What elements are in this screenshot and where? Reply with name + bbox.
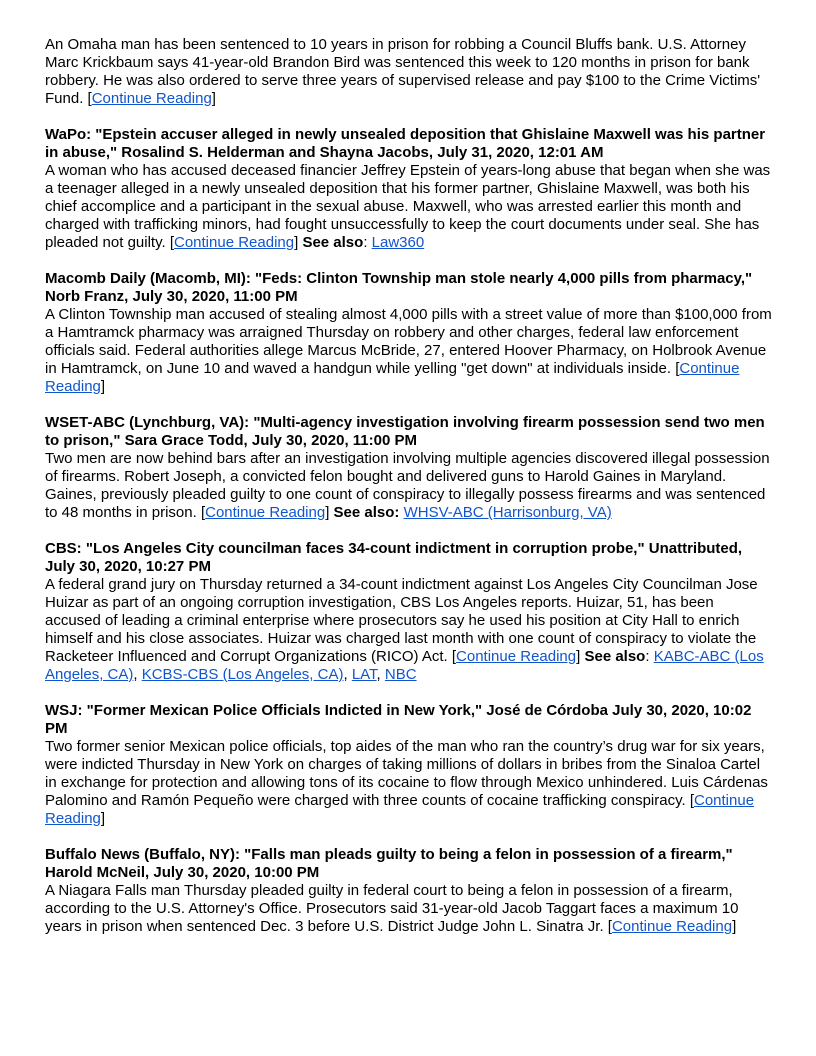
continue-reading-link[interactable]: Continue Reading <box>205 504 326 521</box>
see-also-label: See also: <box>333 504 400 521</box>
article-item: WSET-ABC (Lynchburg, VA): "Multi-agency investigation involving firearm possession send two men to prison," Sara Grace Todd, July 30, 2020, 11:00 PM Two men are now behind bars after an investigation involving multiple agencies discovered illegal possession of firearms. Robert Joseph, a convicted felon bought and delivered guns to Harold Gaines in Maryland. Gaines, previously pleaded guilty to one count of conspiracy to illegally possess firearms and was sentenced to 48 months in prison. [Continue Reading] See also: WHSV-ABC (Harrisonburg, VA) <box>45 414 770 521</box>
see-also-link[interactable]: KCBS-CBS (Los Angeles, CA) <box>141 666 344 683</box>
article-item: Macomb Daily (Macomb, MI): "Feds: Clinton Township man stole nearly 4,000 pills from pharmacy," Norb Franz, July 30, 2020, 11:00 PM A Clinton Township man accused of stealing almost 4,000 pills with a street value of more than $100,000 from a Hamtramck pharmacy was arraigned Thursday on robbery and other charges, federal law enforcement officials said. Federal authorities allege Marcus McBride, 27, entered Hoover Pharmacy, on Holbrook Avenue in Hamtramck, on June 10 and waved a handgun while yelling "get down" at individuals inside. [Continue Reading] <box>45 270 772 395</box>
continue-reading-link[interactable]: Continue Reading <box>45 792 755 827</box>
article-body: A woman who has accused deceased financier Jeffrey Epstein of years-long abuse that began when she was a teenager alleged in a newly unsealed deposition that his former partner, Ghislaine Maxwell, was both his chief accomplice and a participant in the sexual abuse. Maxwell, who was arrested earlier this month and charged with trafficking minors, had fought unsuccessfully to keep the court documents under seal. She has pleaded not guilty. <box>45 162 771 251</box>
article-body: Two former senior Mexican police officials, top aides of the man who ran the country’s drug war for six years, were indicted Thursday in New York on charges of taking millions of dollars in bribes from the Sinaloa Cartel in exchange for protection and allowing tons of its cocaine to flow through Mexico unhindered. Luis Cárdenas Palomino and Ramón Pequeño were charged with three counts of cocaine trafficking conspiracy. <box>45 738 768 809</box>
article-item: WSJ: "Former Mexican Police Officials Indicted in New York," José de Córdoba July 30, 2020, 10:02 PM Two former senior Mexican police officials, top aides of the man who ran the country’s drug war for six years, were indicted Thursday in New York on charges of taking millions of dollars in bribes from the Sinaloa Cartel in exchange for protection and allowing tons of its cocaine to flow through Mexico unhindered. Luis Cárdenas Palomino and Ramón Pequeño were charged with three counts of cocaine trafficking conspiracy. [Continue Reading] <box>45 702 768 827</box>
article-headline: WSET-ABC (Lynchburg, VA): "Multi-agency investigation involving firearm possession send two men to prison," Sara Grace Todd, July 30, 2020, 11:00 PM <box>45 414 765 449</box>
article-item: WaPo: "Epstein accuser alleged in newly unsealed deposition that Ghislaine Maxwell was his partner in abuse," Rosalind S. Helderman and Shayna Jacobs, July 31, 2020, 12:01 AM A woman who has accused deceased financier Jeffrey Epstein of years-long abuse that began when she was a teenager alleged in a newly unsealed deposition that his former partner, Ghislaine Maxwell, was both his chief accomplice and a participant in the sexual abuse. Maxwell, who was arrested earlier this month and charged with trafficking minors, had fought unsuccessfully to keep the court documents under seal. She has pleaded not guilty. [Continue Reading] See also: Law360 <box>45 126 771 251</box>
continue-reading-link[interactable]: Continue Reading <box>91 90 212 107</box>
see-also-link[interactable]: LAT <box>351 666 377 683</box>
article-body: A federal grand jury on Thursday returned a 34-count indictment against Los Angeles City Councilman Jose Huizar as part of an ongoing corruption investigation, CBS Los Angeles reports. Huizar, 51, has been accused of leading a criminal enterprise where prosecutors say he used his position at City Hall to enrich himself and his close associates. Huizar was charged last month with one count of conspiracy to violate the Racketeer Influenced and Corrupt Organizations (RICO) Act. <box>45 576 758 665</box>
see-also-label: See also <box>302 234 364 251</box>
see-also-link[interactable]: NBC <box>384 666 417 683</box>
article-headline: Macomb Daily (Macomb, MI): "Feds: Clinton Township man stole nearly 4,000 pills from pharmacy," Norb Franz, July 30, 2020, 11:00 PM <box>45 270 753 305</box>
see-also-label: See also <box>584 648 646 665</box>
article-headline: WaPo: "Epstein accuser alleged in newly unsealed deposition that Ghislaine Maxwell was his partner in abuse," Rosalind S. Helderman and Shayna Jacobs, July 31, 2020, 12:01 AM <box>45 126 766 161</box>
see-also-link[interactable]: WHSV-ABC (Harrisonburg, VA) <box>403 504 612 521</box>
see-also-link[interactable]: KABC-ABC (Los Angeles, CA) <box>45 648 764 683</box>
continue-reading-link[interactable]: Continue Reading <box>456 648 577 665</box>
article-headline: WSJ: "Former Mexican Police Officials Indicted in New York," José de Córdoba July 30, 2020, 10:02 PM <box>45 702 752 737</box>
continue-reading-link[interactable]: Continue Reading <box>611 918 733 935</box>
article-item: CBS: "Los Angeles City councilman faces 34-count indictment in corruption probe," Unattributed, July 30, 2020, 10:27 PM A federal grand jury on Thursday returned a 34-count indictment against Los Angeles City Councilman Jose Huizar as part of an ongoing corruption investigation, CBS Los Angeles reports. Huizar, 51, has been accused of leading a criminal enterprise where prosecutors say he used his position at City Hall to enrich himself and his close associates. Huizar was charged last month with one count of conspiracy to violate the Racketeer Influenced and Corrupt Organizations (RICO) Act. [Continue Reading] See also: KABC-ABC (Los Angeles, CA), KCBS-CBS (Los Angeles, CA), LAT, NBC <box>45 540 764 683</box>
article-headline: CBS: "Los Angeles City councilman faces 34-count indictment in corruption probe," Unattributed, July 30, 2020, 10:27 PM <box>45 540 743 575</box>
article-body: Two men are now behind bars after an investigation involving multiple agencies discovered illegal possession of firearms. Robert Joseph, a convicted felon bought and delivered guns to Harold Gaines in Maryland. Gaines, previously pleaded guilty to one count of conspiracy to illegally possess firearms and was sentenced to 48 months in prison. <box>45 450 770 521</box>
continue-reading-link[interactable]: Continue Reading <box>174 234 295 251</box>
article-item: Buffalo News (Buffalo, NY): "Falls man pleads guilty to being a felon in possession of a firearm," Harold McNeil, July 30, 2020, 10:00 PM A Niagara Falls man Thursday pleaded guilty in federal court to being a felon in possession of a firearm, according to the U.S. Attorney's Office. Prosecutors said 31-year-old Jacob Taggart faces a maximum 10 years in prison when sentenced Dec. 3 before U.S. District Judge John L. Sinatra Jr. [Continue Reading] <box>45 846 739 935</box>
article-item: An Omaha man has been sentenced to 10 years in prison for robbing a Council Bluffs bank. U.S. Attorney Marc Krickbaum says 41-year-old Brandon Bird was sentenced this week to 120 months in prison for bank robbery. He was also ordered to serve three years of supervised release and pay $100 to the Crime Victims' Fund. [Continue Reading] <box>45 36 761 107</box>
news-digest-page <box>45 36 773 954</box>
article-body: An Omaha man has been sentenced to 10 years in prison for robbing a Council Bluffs bank. U.S. Attorney Marc Krickbaum says 41-year-old Brandon Bird was sentenced this week to 120 months in prison for bank robbery. He was also ordered to serve three years of supervised release and pay $100 to the Crime Victims' Fund. <box>45 36 761 107</box>
article-body: A Clinton Township man accused of stealing almost 4,000 pills with a street value of more than $100,000 from a Hamtramck pharmacy was arraigned Thursday on robbery and other charges, federal law enforcement officials said. Federal authorities allege Marcus McBride, 27, entered Hoover Pharmacy, on Holbrook Avenue in Hamtramck, on June 10 and waved a handgun while yelling "get down" at individuals inside. <box>45 306 772 377</box>
article-body: A Niagara Falls man Thursday pleaded guilty in federal court to being a felon in possession of a firearm, according to the U.S. Attorney's Office. Prosecutors said 31-year-old Jacob Taggart faces a maximum 10 years in prison when sentenced Dec. 3 before U.S. District Judge John L. Sinatra Jr. <box>45 882 739 935</box>
see-also-link[interactable]: Law360 <box>371 234 425 251</box>
continue-reading-link[interactable]: Continue Reading <box>45 360 740 395</box>
article-headline: Buffalo News (Buffalo, NY): "Falls man pleads guilty to being a felon in possession of a firearm," Harold McNeil, July 30, 2020, 10:00 PM <box>45 846 733 881</box>
